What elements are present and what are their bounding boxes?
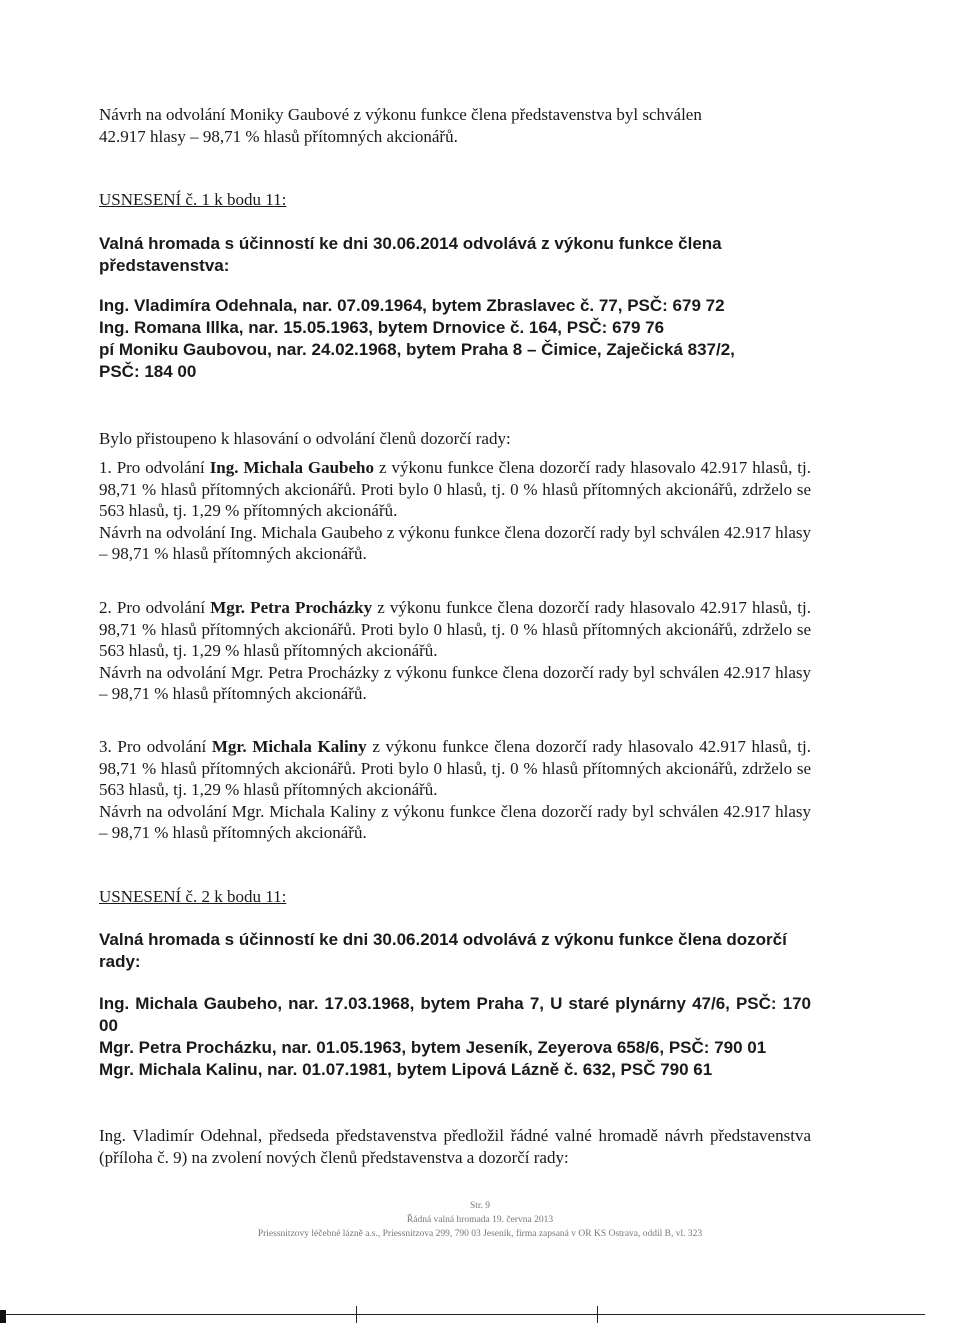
voting-item-result: Návrh na odvolání Mgr. Michala Kaliny z výkonu funkce člena dozorčí rady byl schválen 42.917 hlasy – 98,71 % hlasů přítomných akcionářů. (99, 801, 811, 842)
intro-line: Návrh na odvolání Moniky Gaubové z výkonu funkce člena představenstva byl schválen (99, 105, 702, 124)
footer-meeting: Řádná valná hromada 19. června 2013 (406, 1215, 554, 1225)
resolution-2-heading: USNESENÍ č. 2 k bodu 11: (99, 887, 287, 906)
person-entry: Ing. Romana Illka, nar. 15.05.1963, bytem Drnovice č. 164, PSČ: 679 76 (99, 318, 665, 337)
resolution-1-heading: USNESENÍ č. 1 k bodu 11: (99, 190, 287, 209)
voting-item-prefix: 2. Pro odvolání (99, 598, 211, 617)
page-footer (150, 1199, 810, 1241)
voting-item-prefix: 1. Pro odvolání (99, 458, 210, 477)
voting-item-body: z výkonu funkce člena dozorčí rady hlasovalo 42.917 hlasů, tj. 98,71 % hlasů přítomných akcionářů. Proti bylo 0 hlasů, tj. 0 % hlasů přítomných akcionářů, zdrželo se 563 hlasů, tj. 1,29 % přítomných akcionářů. (99, 458, 811, 520)
person-entry: Ing. Michala Gaubeho, nar. 17.03.1968, bytem Praha 7, U staré plynárny 47/6, PSČ: 170 00 (99, 994, 811, 1035)
resolution-2-persons (99, 993, 811, 1081)
resolution-2-statement: Valná hromada s účinností ke dni 30.06.2014 odvolává z výkonu funkce člena dozorčí rady: (99, 930, 787, 971)
voting-intro: Bylo přistoupeno k hlasování o odvolání členů dozorčí rady: (99, 429, 511, 448)
person-entry: pí Moniku Gaubovou, nar. 24.02.1968, bytem Praha 8 – Čimice, Zaječická 837/2, (99, 340, 735, 359)
closing-paragraph: Ing. Vladimír Odehnal, předseda představenstva předložil řádné valné hromadě návrh představenstva (příloha č. 9) na zvolení nových členů představenstva a dozorčí rady: (99, 1126, 811, 1167)
voting-item-result: Návrh na odvolání Ing. Michala Gaubeho z výkonu funkce člena dozorčí rady byl schválen 42.917 hlasy – 98,71 % hlasů přítomných akcionářů. (99, 522, 811, 563)
voting-item-name: Mgr. Michala Kaliny (211, 737, 367, 756)
intro-line: 42.917 hlasy – 98,71 % hlasů přítomných akcionářů. (99, 126, 458, 146)
scan-corner-mark (0, 1310, 6, 1323)
voting-item-text (99, 736, 811, 801)
voting-item-prefix: 3. Pro odvolání (99, 737, 212, 756)
voting-item-2 (99, 597, 811, 705)
intro-paragraph (99, 104, 811, 147)
voting-item-body: z výkonu funkce člena dozorčí rady hlasovalo 42.917 hlasů, tj. 98,71 % hlasů přítomných akcionářů. Proti bylo 0 hlasů, tj. 0 % hlasů přítomných akcionářů, zdrželo se 563 hlasů, tj. 1,29 % hlasů přítomných akcionářů. (99, 737, 811, 799)
footer-company: Priessnitzovy léčebné lázně a.s., Priessnitzova 299, 790 03 Jeseník, firma zapsaná v OR KS Ostrava, oddíl B, vl. 323 (257, 1229, 703, 1239)
resolution-1-persons (99, 295, 811, 383)
voting-item-name: Ing. Michala Gaubeho (209, 458, 375, 477)
voting-item-name: Mgr. Petra Procházky (210, 598, 373, 617)
resolution-1-statement: Valná hromada s účinností ke dni 30.06.2014 odvolává z výkonu funkce člena představenstva: (99, 234, 722, 275)
footer-page-number: Str. 9 (469, 1201, 491, 1211)
voting-item-text (99, 597, 811, 662)
voting-item-text (99, 457, 811, 522)
scan-tick-mark (597, 1306, 598, 1323)
person-entry: Mgr. Petra Procházku, nar. 01.05.1963, bytem Jeseník, Zeyerova 658/6, PSČ: 790 01 (99, 1038, 767, 1057)
bottom-rule (0, 1314, 925, 1315)
voting-item-3 (99, 736, 811, 844)
voting-item-result: Návrh na odvolání Mgr. Petra Procházky z výkonu funkce člena dozorčí rady byl schválen 42.917 hlasy – 98,71 % hlasů přítomných akcionářů. (99, 662, 811, 703)
voting-item-1 (99, 457, 811, 565)
voting-item-body: z výkonu funkce člena dozorčí rady hlasovalo 42.917 hlasů, tj. 98,71 % hlasů přítomných akcionářů. Proti bylo 0 hlasů, tj. 0 % hlasů přítomných akcionářů, zdrželo se 563 hlasů, tj. 1,29 % hlasů přítomných akcionářů. (99, 598, 811, 660)
person-entry: Ing. Vladimíra Odehnala, nar. 07.09.1964, bytem Zbraslavec č. 77, PSČ: 679 72 (99, 296, 725, 315)
scan-tick-mark (356, 1306, 357, 1323)
person-entry: Mgr. Michala Kalinu, nar. 01.07.1981, bytem Lipová Lázně č. 632, PSČ 790 61 (99, 1060, 713, 1079)
person-entry: PSČ: 184 00 (99, 362, 197, 381)
